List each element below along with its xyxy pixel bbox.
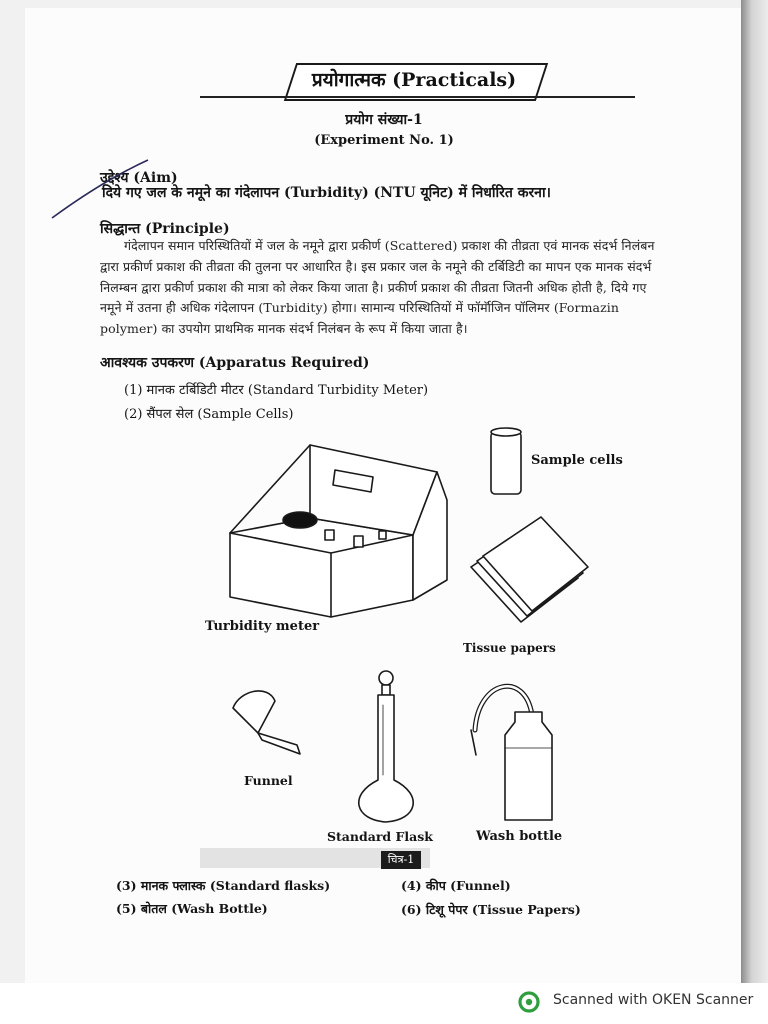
page-edge-shadow <box>741 0 768 1000</box>
principle-line: गंदेलापन समान परिस्थितियों में जल के नमूने द्वारा प्रकीर्ण (Scattered) प्रकाश की तीव्रता एवं मानक संदर्भ निलंबन <box>124 238 655 253</box>
apparatus-item: (6) टिशू पेपर (Tissue Papers) <box>401 902 581 917</box>
turbidity-meter-label: Turbidity meter <box>205 619 320 634</box>
page-title: प्रयोगात्मक (Practicals) <box>311 69 517 91</box>
principle-line: नमूने में उतना ही अधिक गंदेलापन (Turbidity) होगा। सामान्य परिस्थितियों में फॉर्मॉजिन पॉलिमर (Formazin <box>100 300 620 316</box>
apparatus-item: (2) सैंपल सेल (Sample Cells) <box>124 407 294 422</box>
aim-text: दिये गए जल के नमूने का गंदेलापन (Turbidity) (NTU यूनिट) में निर्धारित करना। <box>102 185 551 201</box>
figure-caption: चित्र-1 <box>381 851 421 869</box>
oken-scanner-logo-icon <box>518 991 540 1013</box>
experiment-number-english: (Experiment No. 1) <box>314 133 454 148</box>
principle-line: polymer) का उपयोग प्राथमिक मानक संदर्भ निलंबन के रूप में किया जाता है। <box>100 321 468 337</box>
principle-paragraph <box>100 236 740 340</box>
principle-heading: सिद्धान्त (Principle) <box>100 221 230 237</box>
apparatus-item: (3) मानक फ्लास्क (Standard flasks) <box>116 878 331 893</box>
header-rule <box>200 96 635 98</box>
principle-line: निलम्बन द्वारा प्रकीर्ण प्रकाश की मात्रा को लेकर किया जाता है। प्रकीर्ण प्रकाश की तीव्रता जितनी अधिक होती है, दिये गए <box>100 279 647 295</box>
experiment-number-hindi: प्रयोग संख्या-1 <box>345 112 423 128</box>
principle-line: द्वारा प्रकीर्ण प्रकाश की तीव्रता की तुलना पर आधारित है। इस प्रकार जल के नमूने की टर्बिडिटी का मापन एक मानक संदर्भ <box>100 258 652 274</box>
apparatus-heading: आवश्यक उपकरण (Apparatus Required) <box>100 355 370 371</box>
apparatus-item: (4) कीप (Funnel) <box>401 878 511 893</box>
wash-bottle-label: Wash bottle <box>476 829 563 844</box>
standard-flask-label: Standard Flask <box>327 829 433 844</box>
tissue-papers-label: Tissue papers <box>463 641 556 655</box>
funnel-label: Funnel <box>244 773 293 788</box>
apparatus-item: (1) मानक टर्बिडिटी मीटर (Standard Turbidity Meter) <box>124 383 429 398</box>
sample-cells-label: Sample cells <box>531 453 623 468</box>
aim-heading: उद्देश्य (Aim) <box>100 170 178 186</box>
apparatus-item: (5) बोतल (Wash Bottle) <box>116 901 268 916</box>
scanner-watermark-text: Scanned with OKEN Scanner <box>553 992 754 1008</box>
